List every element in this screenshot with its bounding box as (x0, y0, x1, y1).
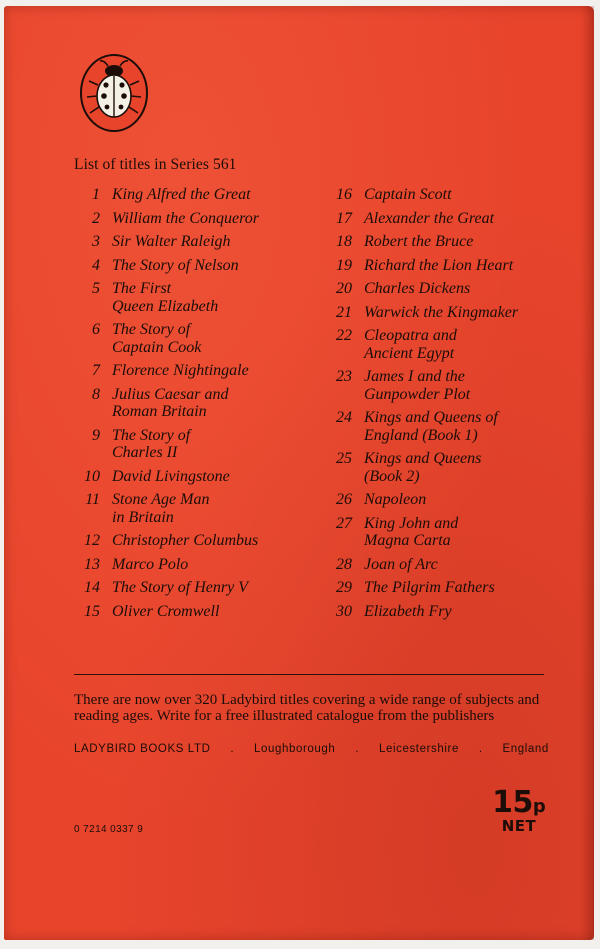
title-name: Napoleon (364, 491, 427, 508)
title-number: 21 (336, 303, 352, 321)
title-name: The Pilgrim Fathers (364, 579, 495, 596)
title-name: King John and Magna Carta (364, 514, 459, 549)
title-number: 6 (92, 321, 100, 338)
series-heading: List of titles in Series 561 (74, 156, 237, 173)
title-list-item (74, 427, 314, 462)
title-list-item (326, 210, 566, 228)
title-number: 28 (336, 555, 352, 573)
title-list-item (326, 603, 566, 621)
title-list-item (326, 491, 566, 509)
title-list-item (74, 233, 314, 251)
title-name: Sir Walter Raleigh (112, 233, 231, 250)
title-list-item (326, 280, 566, 298)
title-number: 13 (84, 555, 100, 573)
title-list-item (326, 409, 566, 444)
title-list-item (74, 321, 314, 356)
title-number: 5 (92, 280, 100, 297)
title-list-item (326, 368, 566, 403)
title-number: 16 (336, 186, 352, 203)
title-number: 12 (84, 532, 100, 549)
title-number: 14 (84, 579, 100, 596)
title-list-item (74, 556, 314, 574)
ladybird-icon (78, 52, 150, 134)
title-name: Kings and Queens of England (Book 1) (364, 409, 498, 444)
title-list-item (74, 579, 314, 597)
title-name: The Story of Henry V (112, 579, 248, 596)
title-name: Warwick the Kingmaker (364, 303, 519, 321)
title-name: Stone Age Man in Britain (112, 491, 210, 526)
title-list-item (74, 386, 314, 421)
title-list-item (326, 186, 566, 204)
title-list-item (326, 450, 566, 485)
title-list-item (326, 233, 566, 251)
title-name: The Story of Captain Cook (112, 321, 202, 356)
title-name: William the Conqueror (112, 209, 259, 227)
title-list-item (74, 603, 314, 621)
title-list-item (326, 579, 566, 597)
title-number: 29 (336, 579, 352, 596)
title-list-item (326, 515, 566, 550)
catalogue-blurb: There are now over 320 Ladybird titles covering a wide range of subjects and reading ages. Write for a free illustrated catalogue from the publishers (74, 692, 540, 724)
title-list-item (74, 532, 314, 550)
title-name: Joan of Arc (364, 555, 438, 573)
publisher-city: Loughborough (254, 743, 336, 755)
title-list-item (74, 186, 314, 204)
price-unit: p (532, 796, 546, 817)
title-list-item (326, 257, 566, 275)
title-list-item (74, 491, 314, 526)
publisher-separator: . (355, 743, 360, 755)
title-number: 27 (336, 514, 352, 532)
title-number: 18 (336, 233, 352, 250)
title-name: Robert the Bruce (364, 233, 474, 250)
title-list-item (74, 257, 314, 275)
title-number: 11 (85, 491, 100, 508)
title-name: Cleopatra and Ancient Egypt (364, 327, 457, 362)
title-number: 3 (92, 233, 100, 250)
title-number: 24 (336, 409, 352, 426)
title-number: 9 (92, 426, 100, 444)
title-name: Marco Polo (112, 555, 189, 573)
title-name: Alexander the Great (364, 209, 495, 227)
title-number: 10 (84, 467, 100, 485)
title-name: Oliver Cromwell (112, 602, 220, 620)
title-name: Elizabeth Fry (364, 602, 452, 620)
title-number: 20 (336, 280, 352, 297)
title-name: Florence Nightingale (112, 362, 249, 379)
title-number: 26 (336, 491, 352, 508)
title-list-item (326, 556, 566, 574)
publisher-country: England (502, 743, 549, 755)
title-list-item (74, 280, 314, 315)
title-number: 1 (92, 186, 100, 203)
title-number: 30 (336, 602, 352, 620)
title-number: 8 (92, 385, 100, 403)
title-name: Julius Caesar and Roman Britain (112, 385, 229, 420)
title-number: 15 (84, 602, 100, 620)
title-list-item (74, 362, 314, 380)
title-number: 22 (336, 327, 352, 344)
title-name: Christopher Columbus (112, 532, 259, 549)
publisher-separator: . (478, 743, 483, 755)
publisher-line (74, 743, 549, 755)
title-number: 19 (336, 256, 352, 274)
divider-rule (74, 674, 544, 675)
publisher-county: Leicestershire (378, 743, 459, 755)
price-tag (489, 785, 549, 835)
title-list-item (326, 327, 566, 362)
cover-edge-shadow (580, 6, 594, 940)
book-back-cover (4, 6, 594, 940)
title-name: David Livingstone (112, 467, 230, 485)
title-name: The Story of Charles II (112, 426, 191, 461)
title-list-item (74, 210, 314, 228)
title-number: 17 (336, 209, 352, 227)
title-name: Charles Dickens (364, 280, 471, 297)
isbn-number: 0 7214 0337 9 (74, 824, 144, 835)
title-name: King Alfred the Great (112, 186, 251, 203)
title-name: Kings and Queens (Book 2) (364, 450, 482, 485)
titles-list-right (326, 186, 566, 626)
title-list-item (326, 304, 566, 322)
price-net-label: NET (501, 817, 537, 835)
publisher-separator: . (230, 743, 235, 755)
price-amount: 15 (492, 785, 533, 820)
title-number: 2 (92, 209, 100, 227)
title-number: 23 (336, 368, 352, 385)
price-line (489, 785, 549, 820)
title-name: James I and the Gunpowder Plot (364, 368, 471, 403)
title-name: The First Queen Elizabeth (112, 280, 219, 315)
title-number: 7 (92, 362, 100, 379)
publisher-name: LADYBIRD BOOKS LTD (74, 743, 211, 755)
title-name: Captain Scott (364, 186, 452, 203)
title-name: The Story of Nelson (112, 256, 239, 274)
title-number: 25 (336, 450, 352, 467)
title-list-item (74, 468, 314, 486)
title-name: Richard the Lion Heart (364, 256, 514, 274)
titles-list-left (74, 186, 314, 626)
title-number: 4 (92, 256, 100, 274)
